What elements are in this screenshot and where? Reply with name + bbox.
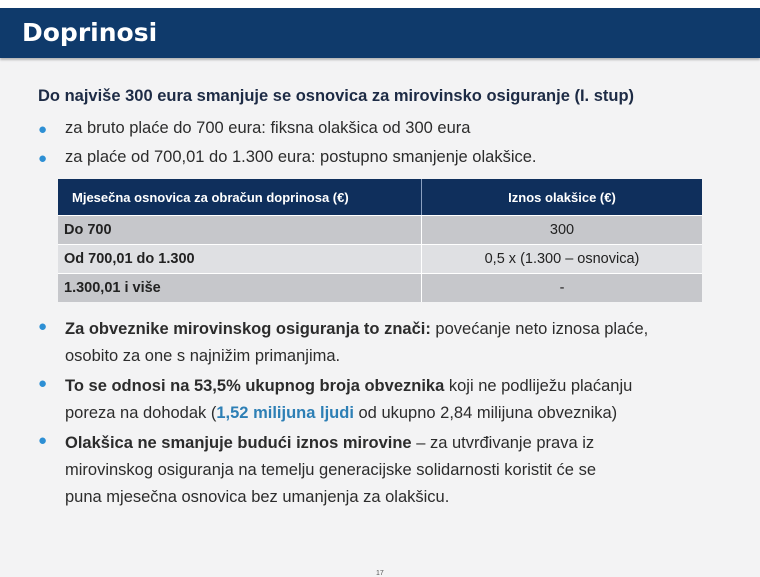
table-cell: Od 700,01 do 1.300 — [58, 245, 422, 273]
bullet-dot-icon: ● — [38, 121, 48, 138]
table-cell: 0,5 x (1.300 – osnovica) — [484, 251, 640, 267]
table-cell: 300 — [549, 222, 575, 238]
table-header-cell: Iznos olakšice (€) — [508, 189, 616, 205]
bullet-dot-icon: ● — [38, 318, 48, 335]
top-edge — [0, 0, 760, 8]
slide-content — [0, 58, 760, 577]
table-cell: 1.300,01 i više — [58, 274, 422, 302]
paragraph-text: povećanje neto iznosa plaće, — [430, 320, 649, 338]
bullet-text: za plaće od 700,01 do 1.300 eura: postupno smanjenje olakšice. — [65, 148, 537, 166]
table-row — [58, 215, 702, 244]
paragraph-text: – za utvrđivanje prava iz — [411, 434, 595, 452]
paragraph-bold: To se odnosi na 53,5% ukupnog broja obveznika — [65, 377, 445, 395]
table-header-cell: Mjesečna osnovica za obračun doprinosa (€) — [58, 179, 422, 215]
bullet-dot-icon: ● — [38, 150, 48, 167]
table-header-row — [58, 179, 702, 215]
table-cell: Do 700 — [58, 216, 422, 244]
paragraph-text: osobito za one s najnižim primanjima. — [65, 347, 341, 365]
section-heading: Do najviše 300 eura smanjuje se osnovica za mirovinsko osiguranje (I. stup) — [38, 87, 635, 105]
bullet-dot-icon: ● — [38, 375, 48, 392]
page-number: 17 — [376, 570, 384, 577]
table-row — [58, 273, 702, 302]
paragraph-text: koji ne podliježu plaćanju — [444, 377, 633, 395]
bullet-text: za bruto plaće do 700 eura: fiksna olakšica od 300 eura — [65, 119, 471, 137]
slide-header — [0, 8, 760, 58]
paragraph-text: mirovinskog osiguranja na temelju generacijske solidarnosti koristit će se — [65, 461, 596, 479]
highlighted-figure: 1,52 milijuna ljudi — [216, 404, 354, 422]
table-row — [58, 244, 702, 273]
paragraph-text: od ukupno 2,84 milijuna obveznika) — [353, 404, 618, 422]
slide-title: Doprinosi — [22, 18, 158, 47]
bullet-dot-icon: ● — [38, 432, 48, 449]
relief-table — [58, 179, 702, 302]
table-cell: - — [559, 280, 565, 296]
paragraph-text: poreza na dohodak ( — [65, 404, 217, 422]
paragraph-text: puna mjesečna osnovica bez umanjenja za olakšicu. — [65, 488, 450, 506]
paragraph-bold: Olakšica ne smanjuje budući iznos mirovine — [65, 434, 412, 452]
paragraph-bold: Za obveznike mirovinskog osiguranja to znači: — [65, 320, 431, 338]
